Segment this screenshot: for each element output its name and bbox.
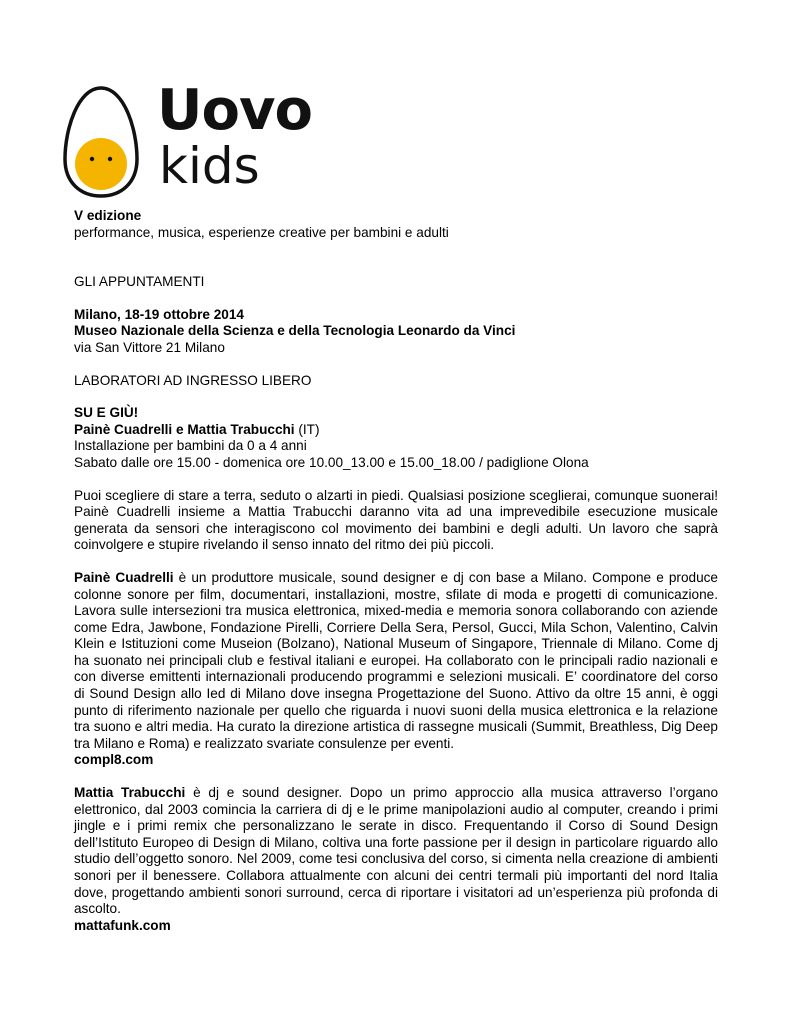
show-country: (IT) [294,421,320,437]
bio-name: Painè Cuadrelli [74,569,174,585]
bio-paine-cuadrelli [74,570,718,753]
edition-label: V edizione [74,208,142,223]
show-authors-line [74,422,718,439]
section-heading: GLI APPUNTAMENTI [74,274,205,290]
show-schedule: Sabato dalle ore 15.00 - domenica ore 10.00_13.00 e 15.00_18.00 / padiglione Olona [74,454,589,470]
bio-mattia-trabucchi [74,785,718,918]
logo-word-kids: kids [159,137,260,195]
document-body [74,208,718,934]
website-link[interactable]: mattafunk.com [74,917,171,933]
show-title: SU E GIÙ! [74,405,139,421]
labs-heading: LABORATORI AD INGRESSO LIBERO [74,372,312,388]
show-description: Puoi scegliere di stare a terra, seduto o alzarti in piedi. Qualsiasi posizione sceglierai, comunque suonerai! Painè Cuadrelli insieme a Mattia Trabucchi daranno vita ad una imprevedibile esecuzione musicale generata da sensori che interagiscono col movimento dei bambini e degli adulti. Un lavoro che saprà coinvolgere e stupire rivelando il senso innato del ritmo dei più piccoli. [74,487,718,553]
show-audience: Installazione per bambini da 0 a 4 anni [74,438,307,454]
website-link[interactable]: compl8.com [74,752,154,768]
show-authors: Painè Cuadrelli e Mattia Trabucchi [74,421,295,437]
event-address: via San Vittore 21 Milano [74,339,225,355]
uovo-kids-logo [62,78,332,200]
event-venue: Museo Nazionale della Scienza e della Tecnologia Leonardo da Vinci [74,323,516,339]
logo-word-uovo: Uovo [157,78,312,143]
event-date: Milano, 18-19 ottobre 2014 [74,306,244,322]
bio-text: è un produttore musicale, sound designer e dj con base a Milano. Compone e produce colonne sonore per film, documentari, installazioni, mostre, sfilate di moda e progetti di comunicazione. Lavora sulle intersezioni tra musica elettronica, mixed-media e memoria sonora collaborando con aziende come Edra, Jawbone, Fondazione Pirelli, Corriere Della Sera, Persol, Gucci, Mila Schon, Valentino, Calvin Klein e Istituzioni come Museion (Bolzano), National Museum of Singapore, Triennale di Milano. Come dj ha suonato nei principali club e festival italiani e europei. Ha collaborato con le principali radio nazionali e con diverse emittenti internazionali producendo programmi e selezioni musicali. E’ coordinatore del corso di Sound Design allo Ied di Milano dove insegna Progettazione del Suono. Attivo da oltre 15 anni, è oggi punto di riferimento nazionale per quello che riguarda i nuovi suoni della musica elettronica e la relazione tra suono e altri media. Ha curato la direzione artistica di rassegne musicali (Summit, Breathless, Dig Deep tra Milano e Roma) e realizzato svariate consulenze per eventi. [74,569,718,751]
bio-name: Mattia Trabucchi [74,785,186,801]
bio-text: è dj e sound designer. Dopo un primo approccio alla musica attraverso l’organo elettronico, dal 2003 comincia la carriera di dj e le prime manipolazioni audio al computer, creando i primi jingle e i primi remix che personalizzano le serate in disco. Frequentando il Corso di Sound Design dell’Istituto Europeo di Design di Milano, coltiva una forte passione per il design in particolare riguardo allo studio dell’oggetto sonoro. Nel 2009, come tesi conclusiva del corso, si cimenta nella creazione di ambienti sonori per il benessere. Collabora attualmente con alcuni dei centri termali più importanti del nord Italia dove, progettando ambienti sonori surround, cerca di riportare i visitatori ad un’esperienza più profonda di ascolto. [74,785,718,917]
tagline: performance, musica, esperienze creative per bambini e adulti [74,224,449,240]
